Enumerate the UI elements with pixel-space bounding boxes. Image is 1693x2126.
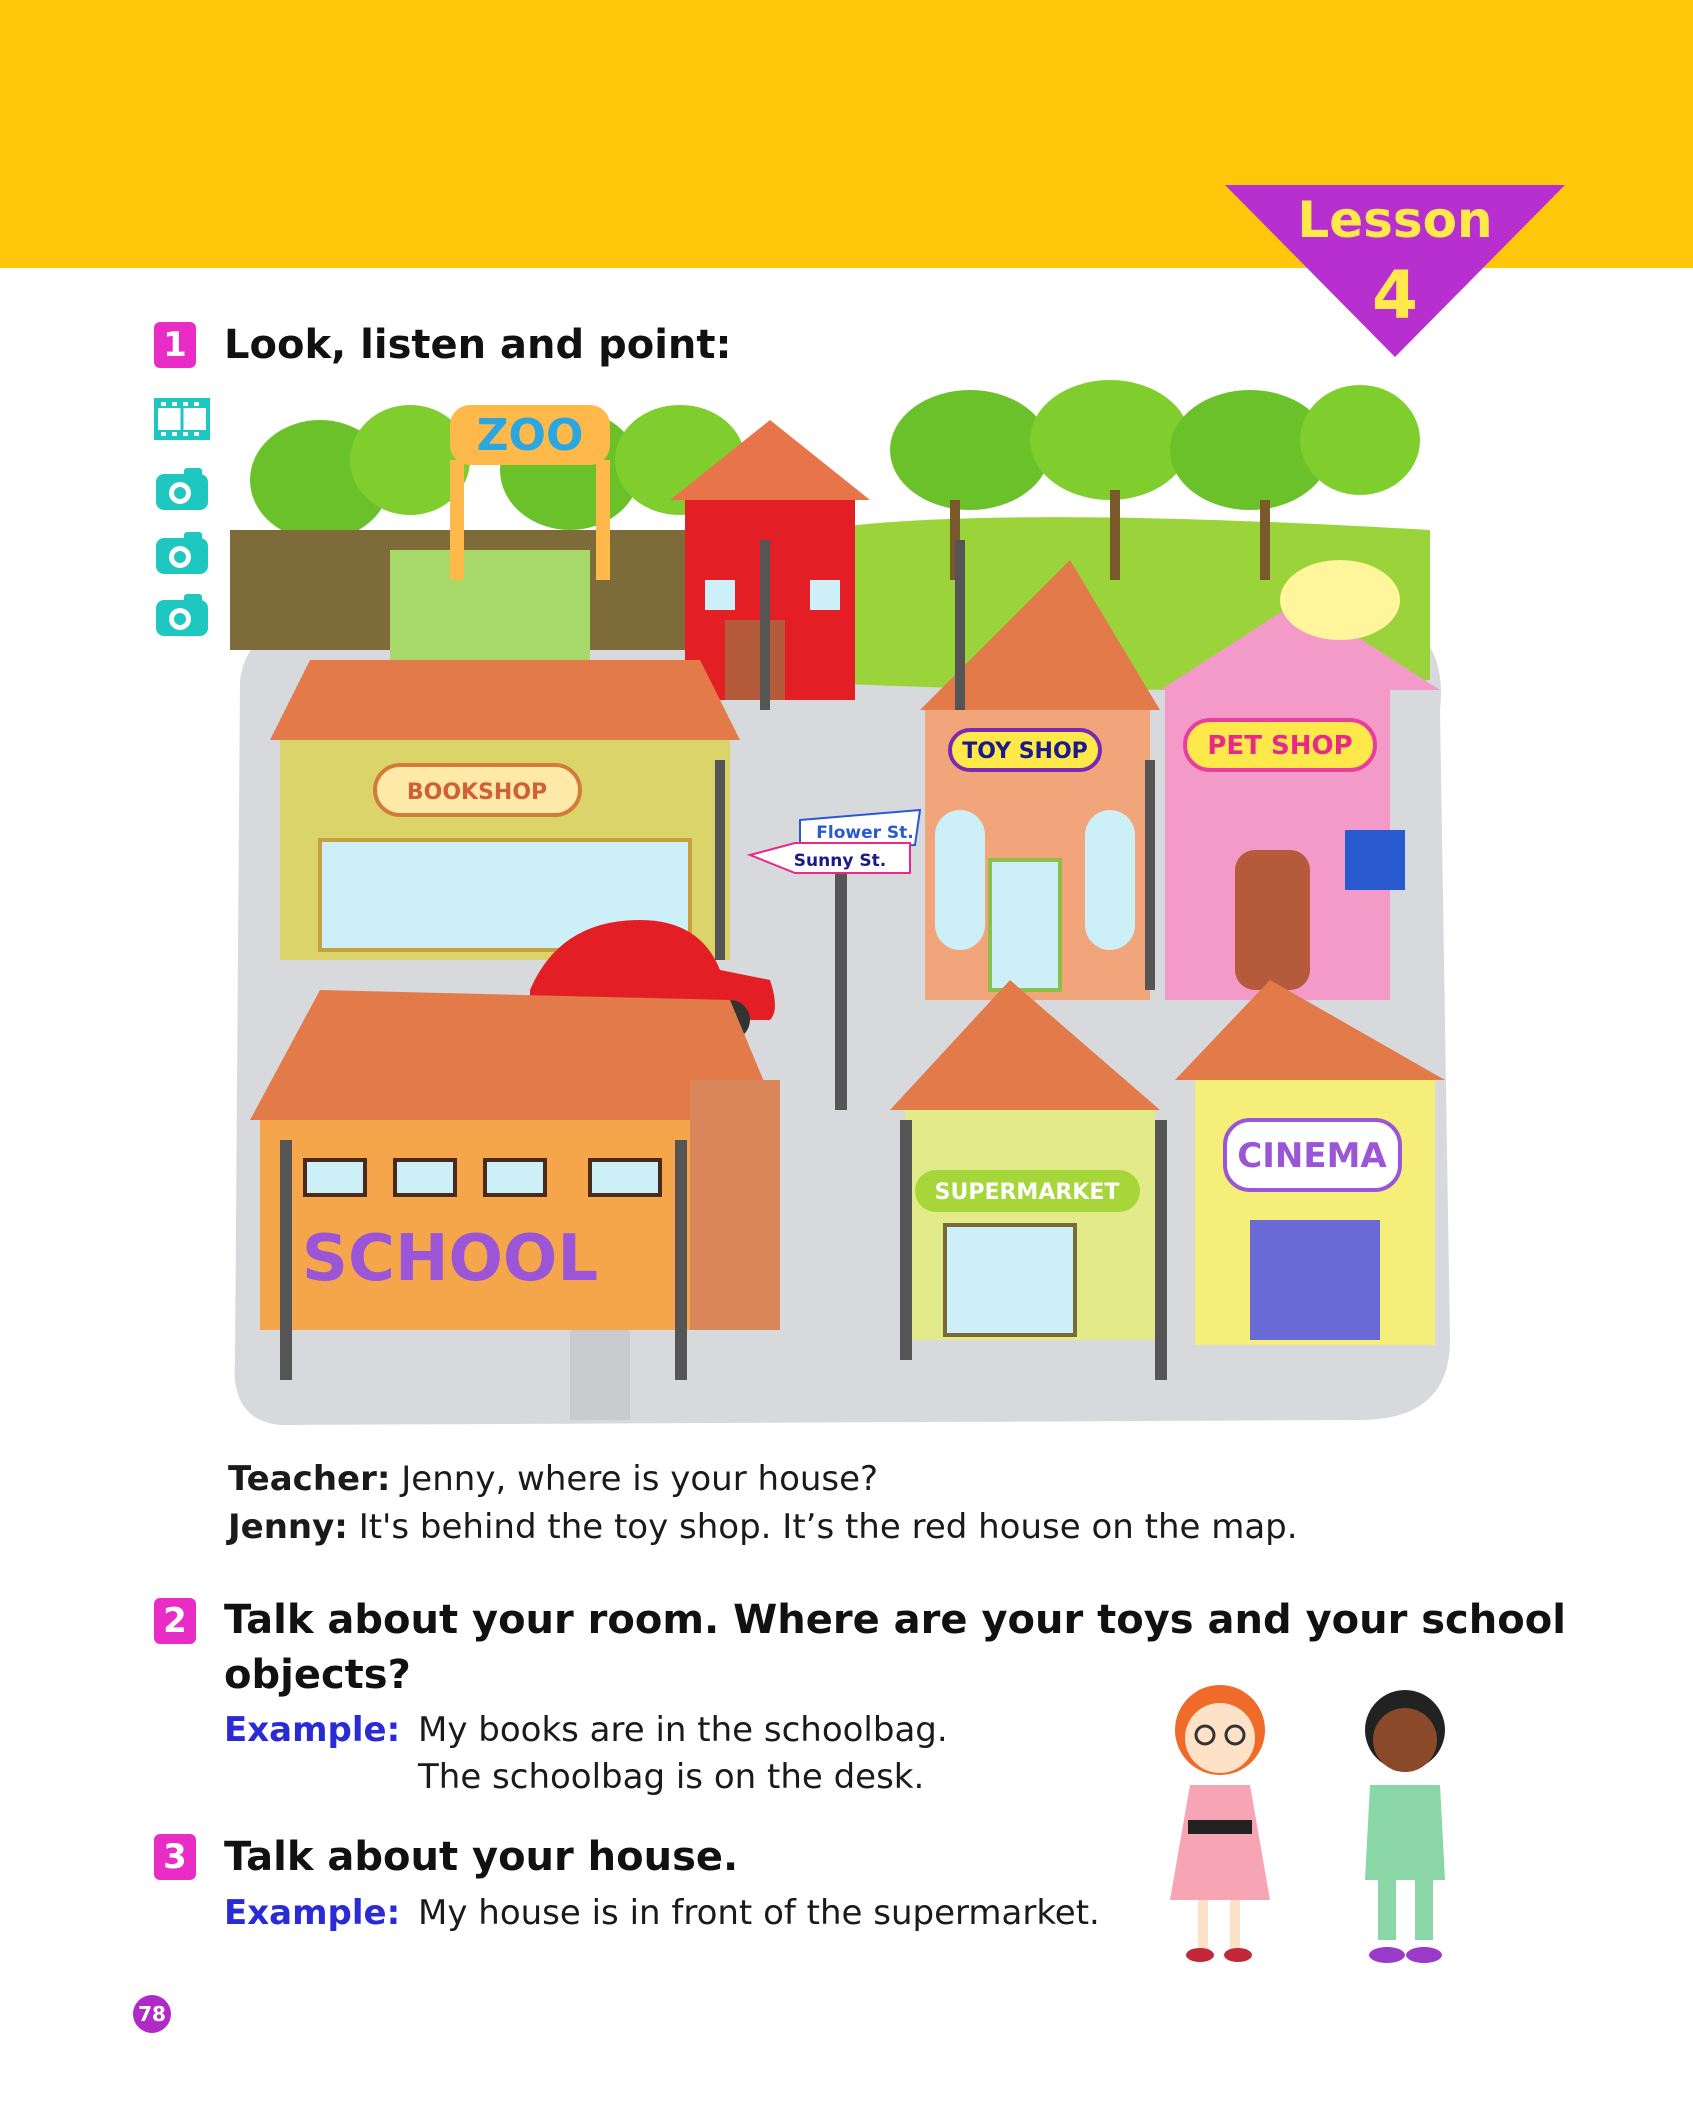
sunny-street-label: Sunny St.: [793, 851, 887, 871]
toy-shop-label: TOY SHOP: [962, 739, 1088, 764]
camera-icon[interactable]: [154, 592, 210, 638]
exercise-3-number: 3: [154, 1834, 196, 1880]
speaker-jenny: Jenny:: [228, 1507, 348, 1547]
town-map-illustration: [210, 380, 1480, 1435]
zoo-label: ZOO: [476, 410, 584, 461]
cinema-label: CINEMA: [1237, 1136, 1387, 1176]
exercise-3-example-label: Example:: [224, 1893, 401, 1933]
exercise-1-number: 1: [154, 322, 196, 368]
exercise-2-number: 2: [154, 1598, 196, 1644]
school-label: SCHOOL: [301, 1222, 599, 1296]
exercise-3-example-line1: My house is in front of the supermarket.: [418, 1893, 1100, 1933]
exercise-3-heading: Talk about your house.: [224, 1834, 739, 1880]
camera-icon[interactable]: [154, 466, 210, 512]
dialog-line-teacher: [228, 1455, 878, 1503]
exercise-2-heading-line1: Talk about your room. Where are your toys and your school: [224, 1597, 1566, 1643]
flower-street-label: Flower St.: [816, 823, 914, 843]
school-building: [250, 990, 780, 1330]
dialog-text-jenny: It's behind the toy shop. It’s the red house on the map.: [358, 1507, 1298, 1547]
lesson-word: Lesson: [1297, 191, 1493, 249]
boy-figure: [1365, 1690, 1445, 1963]
dialog-line-jenny: [228, 1503, 1298, 1551]
camera-icon[interactable]: [154, 530, 210, 576]
film-icon[interactable]: [154, 396, 210, 442]
lesson-badge: [1225, 185, 1565, 360]
girl-figure: [1170, 1685, 1270, 1962]
bookshop-label: BOOKSHOP: [406, 780, 548, 805]
exercise-2-heading-line2: objects?: [224, 1652, 411, 1698]
exercise-2-example-line2: The schoolbag is on the desk.: [418, 1757, 925, 1797]
bookshop-building: [270, 660, 740, 960]
supermarket-label: SUPERMARKET: [934, 1180, 1120, 1205]
cat: [1280, 560, 1400, 640]
speaker-teacher: Teacher:: [228, 1459, 391, 1499]
children-illustration: [1150, 1670, 1490, 1980]
lesson-number: 4: [1372, 257, 1418, 334]
pet-shop-label: PET SHOP: [1207, 731, 1353, 761]
dialog-text-teacher: Jenny, where is your house?: [401, 1459, 879, 1499]
page-number: 78: [133, 1995, 171, 2033]
exercise-2-example-line1: My books are in the schoolbag.: [418, 1710, 948, 1750]
exercise-1-heading: Look, listen and point:: [224, 322, 732, 368]
exercise-2-example-label: Example:: [224, 1710, 401, 1750]
